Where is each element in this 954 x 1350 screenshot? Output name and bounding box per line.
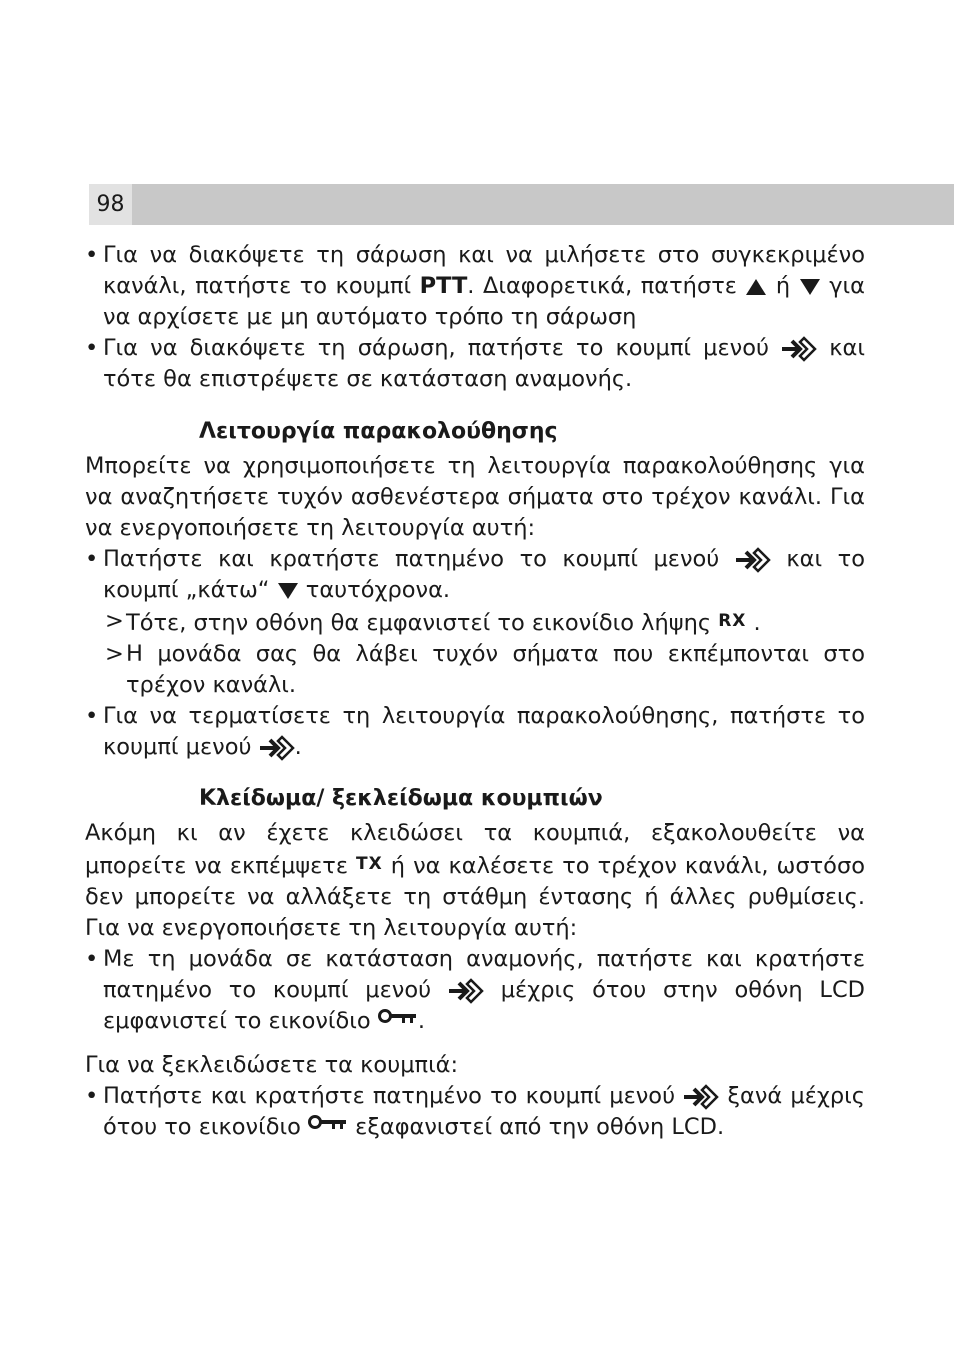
bullet-mark: •: [85, 335, 99, 361]
page-content: [85, 240, 865, 1143]
menu-arrow-icon: [735, 547, 771, 573]
key-icon: [378, 1008, 418, 1024]
menu-arrow-icon: [683, 1084, 719, 1110]
sub-marker: >: [105, 641, 124, 667]
lock-heading: Κλείδωμα/ ξεκλείδωμα κουμπιών: [199, 786, 603, 811]
lock-intro: Ακόμη κι αν έχετε κλειδώσει τα κουμπιά, εξακολουθείτε να μπορείτε να εκπέμψετε TX ή να καλέσετε το τρέχον κανάλι, ωστόσο δεν μπορείτε να αλλάξετε τη στάθμη έντασης ή άλλες ρυθμίσεις. Για να ενεργοποιήσετε τη λειτουργία αυτή:: [85, 820, 865, 941]
lock-bullet-1: • Με τη μονάδα σε κατάσταση αναμονής, πατήστε και κρατήστε πατημένο το κουμπί μενού μέχρις ότου στην οθόνη LCD εμφανιστεί το εικονίδιο .: [85, 946, 865, 1034]
bullet-mark: •: [85, 242, 99, 268]
monitor-bullet-1: • Πατήστε και κρατήστε πατημένο το κουμπί μενού και το κουμπί „κάτω“ ταυτόχρονα.: [85, 546, 865, 603]
ptt-label: PTT: [419, 273, 468, 299]
bullet-mark: •: [85, 1083, 99, 1109]
up-triangle-icon: [745, 278, 767, 296]
bullet-mark: •: [85, 546, 99, 572]
scan-bullet-2: • Για να διακόψετε τη σάρωση, πατήστε το κουμπί μενού και τότε θα επιστρέψετε σε κατάσταση αναμονής.: [85, 335, 865, 392]
sub-marker: >: [105, 608, 124, 634]
scan-bullet-1: • Για να διακόψετε τη σάρωση και να μιλήσετε στο συγκεκριμένο κανάλι, πατήστε το κουμπί PTT. Διαφορετικά, πατήστε ή για να αρχίσετε με μη αυτόματο τρόπο τη σάρωση: [85, 242, 865, 330]
page-header-bar: [89, 184, 954, 225]
monitor-heading: Λειτουργία παρακολούθησης: [199, 419, 558, 444]
monitor-bullet-2: • Για να τερματίσετε τη λειτουργία παρακολούθησης, πατήστε το κουμπί μενού .: [85, 703, 865, 760]
menu-arrow-icon: [448, 978, 484, 1004]
tx-icon: TX: [356, 854, 383, 874]
monitor-sub-1: > Τότε, στην οθόνη θα εμφανιστεί το εικονίδιο λήψης RX .: [105, 608, 761, 636]
bullet-mark: •: [85, 703, 99, 729]
menu-arrow-icon: [781, 336, 817, 362]
lock-bullet-2: • Πατήστε και κρατήστε πατημένο το κουμπί μενού ξανά μέχρις ότου το εικονίδιο εξαφανιστεί από την οθόνη LCD.: [85, 1083, 865, 1140]
key-icon: [308, 1114, 348, 1130]
down-triangle-icon: [277, 582, 299, 600]
bullet-mark: •: [85, 946, 99, 972]
page-number: 98: [89, 184, 132, 225]
monitor-sub-2: > Η μονάδα σας θα λάβει τυχόν σήματα που εκπέμπονται στο τρέχον κανάλι.: [105, 641, 865, 698]
down-triangle-icon: [799, 278, 821, 296]
unlock-intro: Για να ξεκλειδώσετε τα κουμπιά:: [85, 1052, 459, 1078]
monitor-intro: Μπορείτε να χρησιμοποιήσετε τη λειτουργία παρακολούθησης για να αναζητήσετε τυχόν ασθενέστερα σήματα στο τρέχον κανάλι. Για να ενεργοποιήσετε τη λειτουργία αυτή:: [85, 453, 865, 541]
rx-icon: RX: [718, 611, 747, 631]
menu-arrow-icon: [259, 735, 295, 761]
